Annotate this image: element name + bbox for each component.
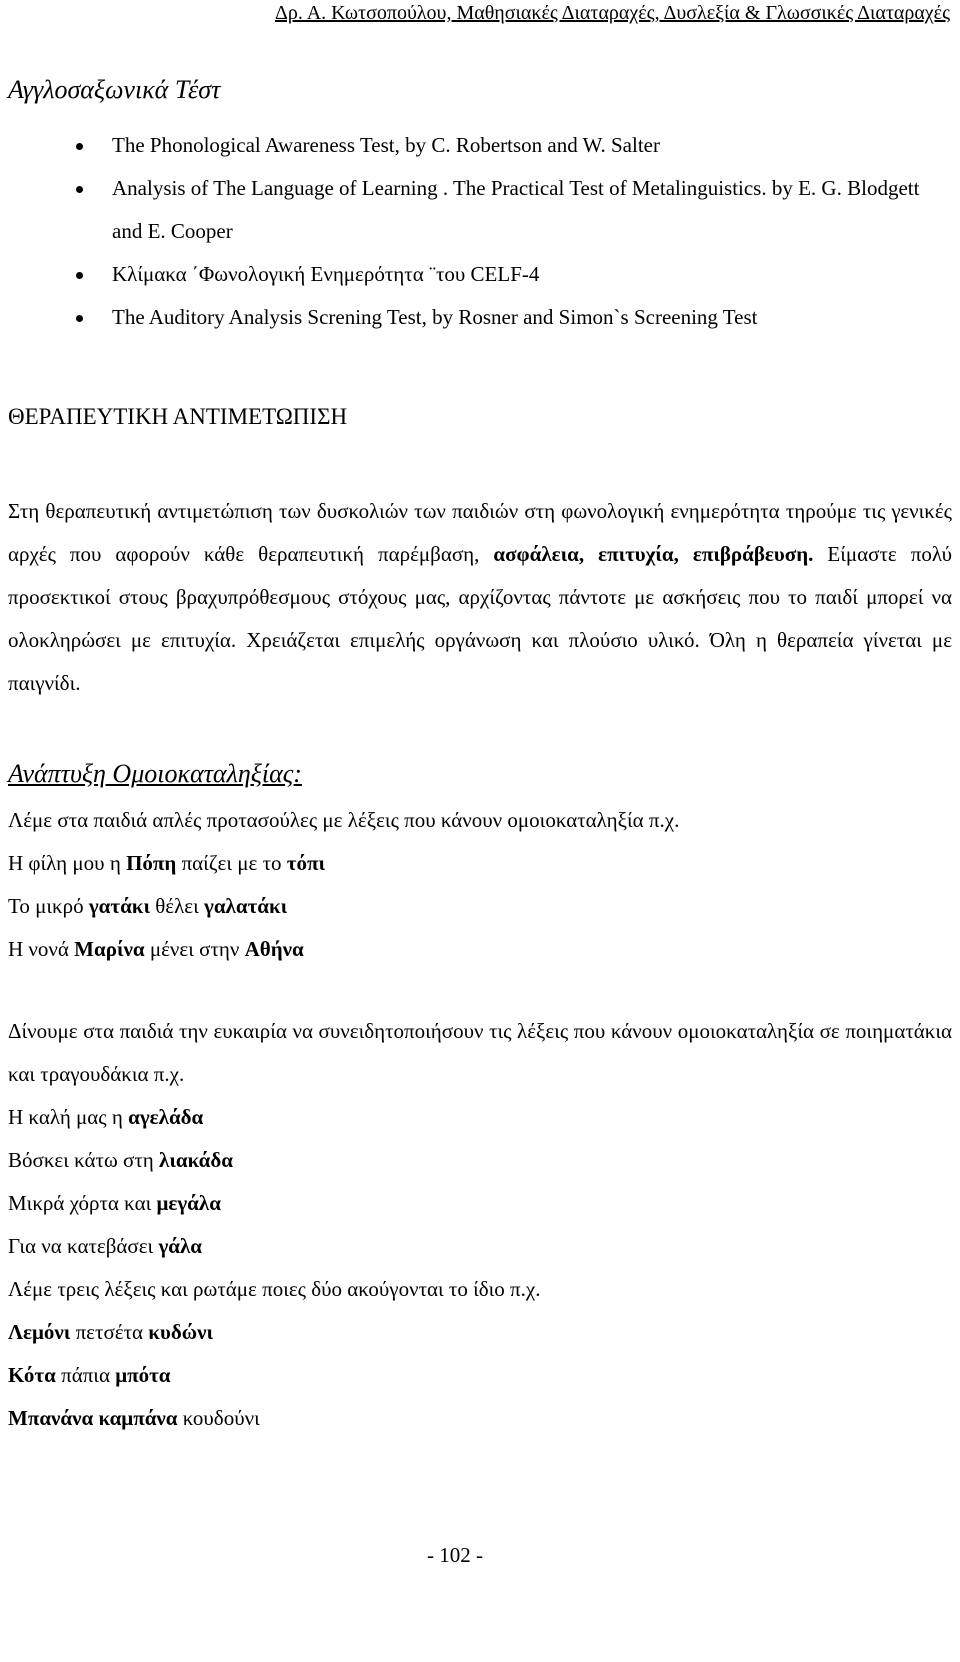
text-segment: παίζει με το — [176, 851, 287, 875]
text-segment: Η νονά — [8, 937, 75, 961]
list-item — [0, 253, 960, 296]
rhyme-word: Πόπη — [126, 851, 177, 875]
list-item-text: The Auditory Analysis Screning Test, by Rosner and Simon`s Screening Test — [112, 305, 758, 329]
list-item-text: The Phonological Awareness Test, by C. Robertson and W. Salter — [112, 133, 660, 157]
bullet-icon — [76, 143, 83, 150]
running-header: Δρ. Α. Κωτσοπούλου, Μαθησιακές Διαταραχές, Δυσλεξία & Γλωσσικές Διαταραχές — [274, 2, 950, 24]
rhyme-word: Αθήνα — [244, 937, 304, 961]
bullet-icon — [76, 272, 83, 279]
triplet-line — [8, 1311, 952, 1354]
poem-line — [8, 1182, 952, 1225]
english-tests-list — [0, 124, 960, 339]
poem-line — [8, 1139, 952, 1182]
word: πετσέτα — [70, 1320, 149, 1344]
text-segment: Βόσκει κάτω στη — [8, 1148, 160, 1172]
list-item-text: Analysis of The Language of Learning . The Practical Test of Metalinguistics. by E. G. Blodgett and E. Cooper — [112, 176, 920, 243]
word: κυδώνι — [148, 1320, 213, 1344]
rhyme-word: γατάκι — [88, 894, 150, 918]
bullet-icon — [76, 315, 83, 322]
poem-line — [8, 1225, 952, 1268]
three-words-lead: Λέμε τρεις λέξεις και ρωτάμε ποιες δύο ακούγονται το ίδιο π.χ. — [8, 1277, 541, 1301]
word: πάπια — [55, 1363, 116, 1387]
text-segment: μένει στην — [144, 937, 245, 961]
rhyme-word: τόπι — [286, 851, 325, 875]
word: Μπανάνα — [8, 1406, 94, 1430]
text-segment: θέλει — [149, 894, 205, 918]
text-segment: Μικρά χόρτα και — [8, 1191, 157, 1215]
rhyme-example — [8, 842, 952, 885]
rhyme-lead: Λέμε στα παιδιά απλές προτασούλες με λέξεις που κάνουν ομοιοκαταληξία π.χ. — [8, 808, 680, 832]
rhyme-word: γάλα — [158, 1234, 203, 1258]
text-segment: Το μικρό — [8, 894, 89, 918]
rhyme-word: λιακάδα — [159, 1148, 233, 1172]
rhyme-word: γαλατάκι — [204, 894, 288, 918]
rhyme-heading: Ανάπτυξη Ομοιοκαταληξίας: — [8, 759, 302, 788]
list-item — [0, 124, 960, 167]
word: καμπάνα — [93, 1406, 178, 1430]
list-item — [0, 167, 960, 253]
therapy-text-2: Είμαστε πολύ προσεκτικοί στους βραχυπρόθεσμους στόχους μας, αρχίζοντας πάντοτε με ασκήσεις που το παιδί μπορεί να ολοκληρώσει με επιτυχία. — [8, 542, 953, 652]
poem-lines — [8, 1096, 952, 1440]
text-segment: Η φίλη μου η — [8, 851, 127, 875]
word: Λεμόνι — [8, 1320, 71, 1344]
triplet-line — [8, 1397, 952, 1440]
text-segment: Η καλή μας η — [8, 1105, 129, 1129]
rhyme-example — [8, 885, 952, 928]
word: μπότα — [115, 1363, 171, 1387]
page-number: - 102 - — [427, 1543, 483, 1567]
bullet-icon — [76, 186, 83, 193]
therapy-principles: ασφάλεια, επιτυχία, επιβράβευση. — [493, 542, 814, 566]
poem-line — [8, 1096, 952, 1139]
rhyme-examples — [8, 799, 952, 971]
therapy-text-3: Χρειάζεται επιμελής οργάνωση και πλούσιο υλικό. Όλη η θεραπεία γίνεται με παιγνίδι. — [8, 628, 953, 695]
rhyme-word: Μαρίνα — [74, 937, 145, 961]
list-item — [0, 296, 960, 339]
word: Κότα — [8, 1363, 56, 1387]
therapy-paragraph — [8, 490, 952, 705]
list-item-text: Κλίμακα ΄Φωνολογική Ενημερότητα ¨του CELF-4 — [112, 262, 540, 286]
therapy-heading: ΘΕΡΑΠΕΥΤΙΚΗ ΑΝΤΙΜΕΤΩΠΙΣΗ — [8, 404, 348, 429]
therapy-text-1: Στη θεραπευτική αντιμετώπιση των δυσκολιών των παιδιών στη φωνολογική ενημερότητα τηρούμε τις γενικές αρχές που αφορούν κάθε θεραπευτική παρέμβαση, — [8, 499, 952, 566]
text-segment: Για να κατεβάσει — [8, 1234, 159, 1258]
rhyme-word: μεγάλα — [156, 1191, 221, 1215]
word: κουδούνι — [177, 1406, 260, 1430]
triplet-line — [8, 1354, 952, 1397]
awareness-paragraph: Δίνουμε στα παιδιά την ευκαιρία να συνειδητοποιήσουν τις λέξεις που κάνουν ομοιοκαταληξία σε ποιηματάκια και τραγουδάκια π.χ. — [8, 1019, 952, 1086]
rhyme-word: αγελάδα — [128, 1105, 204, 1129]
english-tests-heading: Αγγλοσαξωνικά Τέστ — [8, 75, 221, 104]
rhyme-example — [8, 928, 952, 971]
